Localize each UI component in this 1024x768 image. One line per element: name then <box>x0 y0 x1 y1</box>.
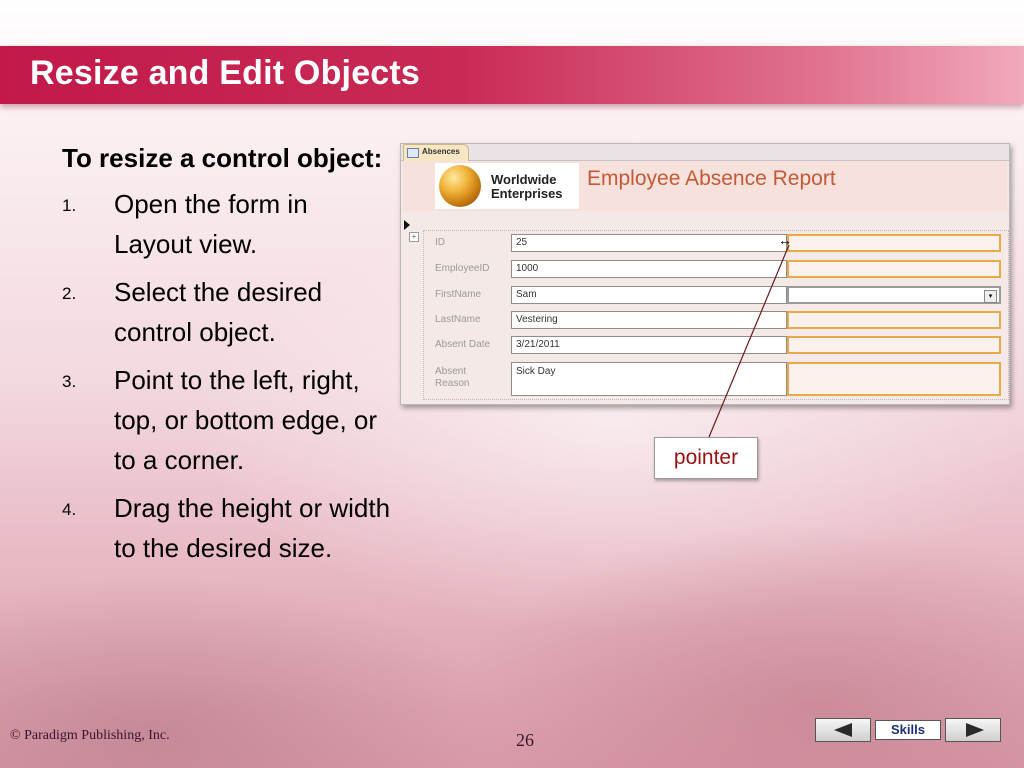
next-button[interactable] <box>945 718 1001 742</box>
step-text: Point to the left, right, top, or bottom edge, or to a corner. <box>114 365 378 475</box>
step-number: 2. <box>62 284 77 303</box>
field-label-line: Reason <box>435 378 470 389</box>
field-label-line: Absent <box>435 366 467 377</box>
previous-button[interactable] <box>815 718 871 742</box>
slide-title: Resize and Edit Objects <box>30 54 421 92</box>
lastname-field[interactable]: Vestering <box>511 311 787 329</box>
step-text: Drag the height or width to the desired size. <box>114 493 391 563</box>
tab-label: Absences <box>422 147 460 156</box>
logo-line-1: Worldwide <box>491 172 557 187</box>
instructions-lead: To resize a control object: <box>62 143 383 173</box>
absent-reason-field[interactable]: Sick Day <box>511 362 787 396</box>
step-text: Select the desired control object. <box>114 277 323 347</box>
pointer-callout: pointer <box>654 437 758 479</box>
logo-line-2: Enterprises <box>491 186 563 201</box>
resize-horizontal-cursor-icon: ↔ <box>778 232 792 248</box>
id-field[interactable]: 25 <box>511 234 787 252</box>
page-number: 26 <box>516 730 534 750</box>
field-label-absent-date: Absent Date <box>435 339 491 350</box>
field-label-employeeid: EmployeeID <box>435 263 490 274</box>
field-label-lastname: LastName <box>435 314 481 325</box>
field-label-firstname: FirstName <box>435 289 482 300</box>
layout-selector-icon[interactable]: + <box>409 232 419 242</box>
copyright-notice: © Paradigm Publishing, Inc. <box>10 728 170 743</box>
report-title[interactable]: Employee Absence Report <box>587 167 836 190</box>
step-number: 1. <box>62 196 77 215</box>
chevron-down-icon[interactable]: ▾ <box>984 290 997 303</box>
firstname-field[interactable]: Sam <box>511 286 787 304</box>
arrow-right-icon <box>966 723 984 737</box>
step-number: 4. <box>62 500 77 519</box>
step-text: Open the form in Layout view. <box>114 189 308 259</box>
step-number: 3. <box>62 372 77 391</box>
field-label-id: ID <box>435 237 445 248</box>
absent-date-field[interactable]: 3/21/2011 <box>511 336 787 354</box>
slide-navigation <box>815 718 1001 744</box>
employeeid-field[interactable]: 1000 <box>511 260 787 278</box>
skills-button[interactable]: Skills <box>875 720 941 740</box>
arrow-left-icon <box>834 723 852 737</box>
